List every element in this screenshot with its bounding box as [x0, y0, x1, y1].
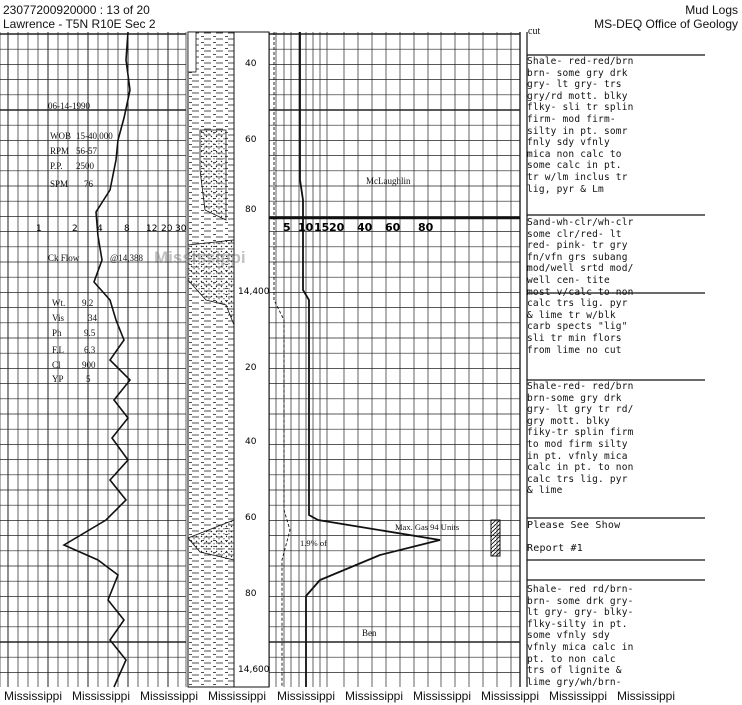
gas-scale-label: 40 — [357, 221, 373, 234]
pp-label: P.P. — [50, 161, 63, 171]
pp-value: 2500 — [76, 161, 94, 171]
fluid-loss-label: F.L — [52, 345, 65, 355]
lithology-description: Shale-red- red/brn brn-some gry drk gry- lt gry tr rd/ gry mott. blky fiky-tr splin firm to mod firm silty in pt. vfnly mica calc in pt. to non calc trs lig. pyr & lime — [527, 381, 634, 497]
left-scale-label: 30 — [175, 224, 187, 234]
depth-label: 14,400 — [238, 287, 270, 297]
lithology-description: Shale- red-red/brn brn- some gry drk gry- lt gry- trs gry/rd mott. blky flky- sli tr splin firm- mod firm- silty in pt. somr fnly sdy vfnly mica non calc to some calc in pt. tr w/lm inclus tr lig, pyr & Lm — [527, 56, 634, 195]
date-label: 06-14-1990 — [48, 101, 90, 111]
middle-grid — [269, 32, 520, 687]
footer-label: Mississippi — [345, 689, 404, 703]
gas-scale-label: 5 — [283, 221, 291, 234]
footer-label: Mississippi — [140, 689, 199, 703]
show-indicator — [491, 520, 500, 556]
left-scale-label: 20 — [161, 224, 173, 234]
agency-label: MS-DEQ Office of Geology — [594, 17, 738, 31]
depth-label: 80 — [245, 205, 257, 215]
total-gas-curve — [300, 32, 440, 687]
depth-label: 14,600 — [238, 665, 270, 675]
viscosity-label: Vis — [52, 313, 64, 323]
ben-note: Ben — [362, 628, 377, 638]
gas-scale-label: 80 — [418, 221, 434, 234]
depth-label: 20 — [245, 363, 257, 373]
ck-flow-value: @14,388 — [110, 253, 144, 263]
cut-note: cut — [528, 26, 541, 37]
footer-label: Mississippi — [481, 689, 540, 703]
chromatograph-curve — [274, 32, 290, 687]
footer-label: Mississippi — [277, 689, 336, 703]
depth-label: 60 — [245, 135, 257, 145]
gas-scale-label: 60 — [385, 221, 401, 234]
left-scale-label: 4 — [97, 224, 103, 234]
ph-label: Ph — [52, 328, 62, 338]
document-title: Mud Logs — [685, 3, 738, 17]
mud-weight-value: 9.2 — [82, 298, 94, 308]
depth-label: 40 — [245, 437, 257, 447]
left-scale-label: 8 — [124, 224, 130, 234]
depth-label: 40 — [245, 59, 257, 69]
footer-label: Mississippi — [413, 689, 472, 703]
viscosity-value: 34 — [88, 313, 97, 323]
gas-scale-label: 15 — [314, 221, 330, 234]
max-gas-note: Max. Gas 94 Units — [395, 522, 460, 532]
watermark-text: Mississippi — [154, 248, 246, 267]
gas-scale-label: 10 — [298, 221, 314, 234]
left-scale-label: 2 — [72, 224, 78, 234]
yield-point-value: 5 — [86, 374, 91, 384]
rpm-value: 56-57 — [76, 146, 97, 156]
document-id: 23077200920000 : 13 of 20 — [3, 3, 150, 17]
gas-percent-note: 1.9% of — [300, 538, 327, 548]
footer-label: Mississippi — [617, 689, 676, 703]
mud-weight-label: Wt. — [52, 298, 66, 308]
footer-label: Mississippi — [4, 689, 63, 703]
chlorides-label: Cl — [52, 360, 61, 370]
footer — [0, 689, 742, 705]
depth-label: 80 — [245, 589, 257, 599]
show-report-note: Please See Show Report #1 — [527, 520, 621, 555]
spm-value: 76 — [84, 179, 93, 189]
left-scale-label: 12 — [146, 224, 158, 234]
footer-label: Mississippi — [72, 689, 131, 703]
ck-flow-label: Ck Flow — [48, 253, 80, 263]
ph-value: 9.5 — [84, 328, 96, 338]
footer-label: Mississippi — [208, 689, 267, 703]
lithology-description: Shale- red rd/brn- brn- some drk gry- lt gry- gry- blky- flky-silty in pt. some vfnly sdy vfnly mica calc in pt. to non calc trs of lignite & lime gry/wh/brn- — [527, 584, 634, 688]
rpm-label: RPM — [50, 146, 70, 156]
gas-scale-label: 20 — [329, 221, 345, 234]
depth-label: 60 — [245, 513, 257, 523]
formation-name: McLaughlin — [366, 176, 411, 186]
location-label: Lawrence - T5N R10E Sec 2 — [3, 17, 156, 31]
lithology-description: Sand-wh-clr/wh-clr some clr/red- lt red- pink- tr gry fn/vfn grs subang mod/well srtd mod/ well cen- tite most v/calc to non calc trs lig. pyr & lime tr w/blk carb spects "lig" sli tr min flors from lime no cut — [527, 217, 634, 356]
casing-block — [188, 32, 196, 72]
footer-label: Mississippi — [549, 689, 608, 703]
chlorides-value: 900 — [82, 360, 96, 370]
spm-label: SPM — [50, 179, 69, 189]
log-curves — [64, 32, 500, 687]
left-scale-label: 1 — [36, 224, 42, 234]
wob-value: 15-40,000 — [76, 131, 113, 141]
lithology-column — [188, 32, 269, 687]
wob-label: WOB — [50, 131, 71, 141]
yield-point-label: YP — [52, 374, 64, 384]
fluid-loss-value: 6.3 — [84, 345, 96, 355]
